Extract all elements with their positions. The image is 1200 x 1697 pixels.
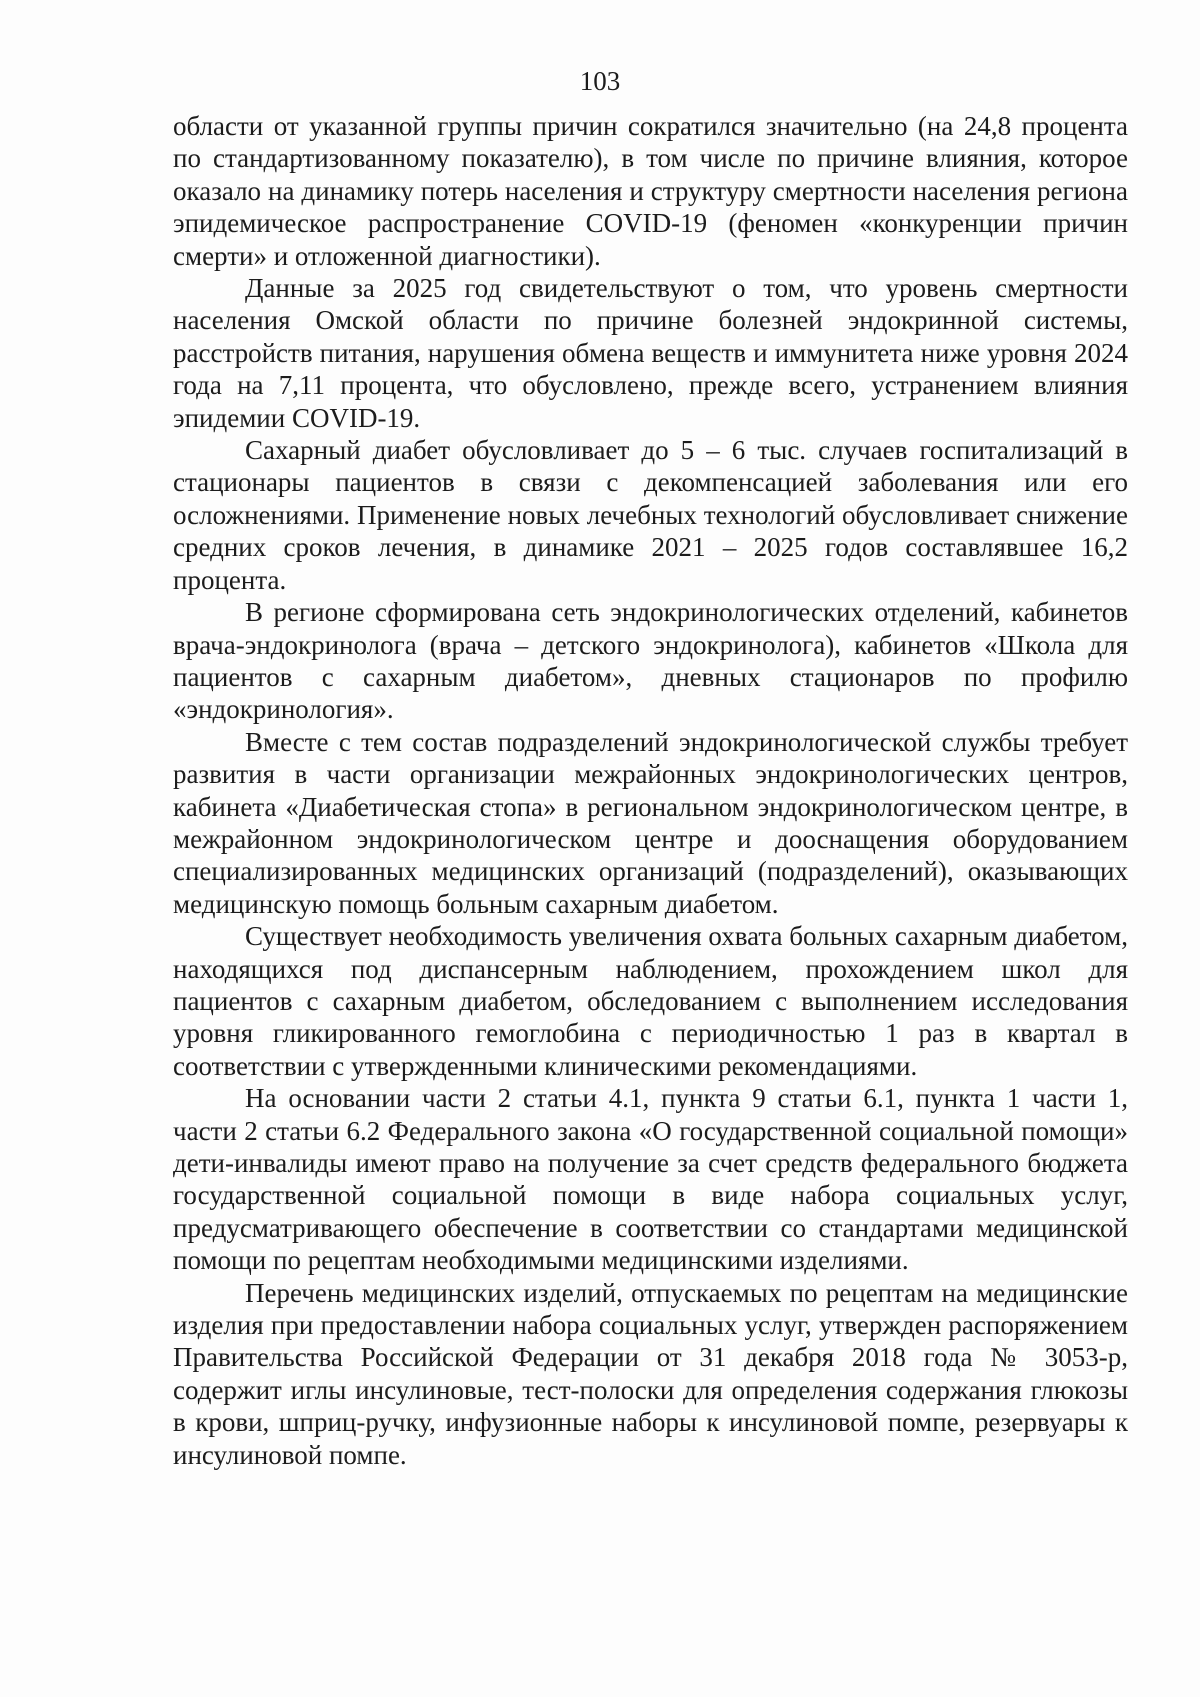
paragraph-medical-devices-list: Перечень медицинских изделий, отпускаемых по рецептам на медицинские изделия при предоставлении набора социальных услуг, утвержден распоряжением Правительства Российской Федерации от 31 декабря 2018 года № 3053-р, содержит иглы инсулиновые, тест-полоски для определения содержания глюкозы в крови, шприц-ручку, инфузионные наборы к инсулиновой помпе, резервуары к инсулиновой помпе. [173, 1277, 1128, 1470]
paragraph-coverage-need: Существует необходимость увеличения охвата больных сахарным диабетом, находящихся под диспансерным наблюдением, прохождением школ для пациентов с сахарным диабетом, обследованием с выполнением исследования уровня гликированного гемоглобина с периодичностью 1 раз в квартал в соответствии с утвержденными клиническими рекомендациями. [173, 921, 1128, 1081]
paragraph-mortality-2025: Данные за 2025 год свидетельствуют о том, что уровень смертности населения Омской области по причине болезней эндокринной системы, расстройств питания, нарушения обмена веществ и иммунитета ниже уровня 2024 года на 7,11 процента, что обусловлено, прежде всего, устранением влияния эпидемии COVID-19. [173, 273, 1128, 433]
paragraph-diabetes-hospitalization: Сахарный диабет обусловливает до 5 – 6 тыс. случаев госпитализаций в стационары пациентов в связи с декомпенсацией заболевания или его осложнениями. Применение новых лечебных технологий обусловливает снижение средних сроков лечения, в динамике 2021 – 2025 годов составлявшее 16,2 процента. [173, 435, 1128, 595]
page-number: 103 [579, 66, 621, 96]
paragraph-service-development: Вместе с тем состав подразделений эндокринологической службы требует развития в части организации межрайонных эндокринологических центров, кабинета «Диабетическая стопа» в региональном эндокринологическом центре, в межрайонном эндокринологическом центре и дооснащения оборудованием специализированных медицинских организаций (подразделений), оказывающих медицинскую помощь больным сахарным диабетом. [173, 726, 1128, 919]
paragraph-continuation: области от указанной группы причин сократился значительно (на 24,8 процента по стандартизованному показателю), в том числе по причине влияния, которое оказало на динамику потерь населения и структуру смертности населения региона эпидемическое распространение COVID-19 (феномен «конкуренции причин смерти» и отложенной диагностики). [173, 111, 1128, 271]
paragraph-legal-basis: На основании части 2 статьи 4.1, пункта 9 статьи 6.1, пункта 1 части 1, части 2 статьи 6.2 Федерального закона «О государственной социальной помощи» дети-инвалиды имеют право на получение за счет средств федерального бюджета государственной социальной помощи в виде набора социальных услуг, предусматривающего обеспечение в соответствии со стандартами медицинской помощи по рецептам необходимыми медицинскими изделиями. [173, 1083, 1128, 1276]
paragraph-endocrinology-network: В регионе сформирована сеть эндокринологических отделений, кабинетов врача-эндокринолога (врача – детского эндокринолога), кабинетов «Школа для пациентов с сахарным диабетом», дневных стационаров по профилю «эндокринология». [173, 597, 1128, 725]
document-body [173, 110, 1128, 1471]
